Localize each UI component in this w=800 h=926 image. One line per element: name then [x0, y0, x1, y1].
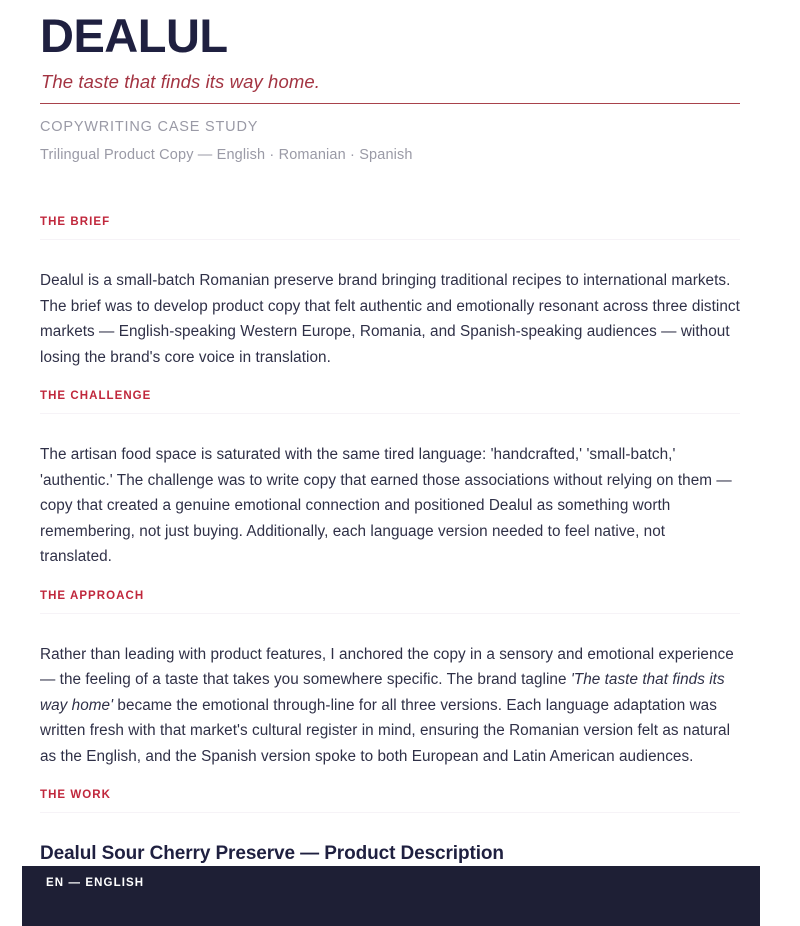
spacer: [40, 254, 740, 268]
case-study-kicker: COPYWRITING CASE STUDY: [40, 118, 259, 135]
section-brief: [40, 216, 740, 370]
language-tab-english[interactable]: [22, 866, 760, 926]
section-heading-brief: THE BRIEF: [40, 216, 111, 229]
section-body-brief: Dealul is a small-batch Romanian preserve brand bringing traditional recipes to international markets. The brief was to develop product copy that felt authentic and emotionally resonant across three distinct markets — English-speaking Western Europe, Romania, and Spanish-speaking audiences — without losing the brand's core voice in translation.: [40, 272, 740, 366]
spacer: [40, 428, 740, 442]
spacer: [40, 628, 740, 642]
brand-logo: DEALUL: [40, 9, 228, 62]
section-body-approach: [40, 642, 740, 770]
section-heading-challenge: THE CHALLENGE: [40, 390, 152, 403]
meta-block: [40, 117, 740, 167]
masthead: [0, 0, 800, 166]
section-divider-brief: [40, 239, 740, 240]
approach-tagline-emphasis: 'The taste that finds its way home': [40, 671, 725, 714]
section-heading-approach: THE APPROACH: [40, 589, 145, 602]
product-description-title: Dealul Sour Cherry Preserve — Product Description: [40, 843, 504, 865]
approach-text-tail: became the emotional through-line for all three versions. Each language adaptation was written fresh with that market's cultural register in mind, ensuring the Romanian version felt as natural as the English, and the Spanish version spoke to both European and Latin American audiences.: [40, 696, 731, 765]
section-divider-approach: [40, 613, 740, 614]
section-heading-work: THE WORK: [40, 789, 112, 802]
section-divider-work: [40, 812, 740, 813]
section-body-challenge: The artisan food space is saturated with the same tired language: 'handcrafted,' 'small-batch,' 'authentic.' The challenge was to write copy that earned those associations without relying on them — copy that created a genuine emotional connection and positioned Dealul as something worth remembering, not just buying. Additionally, each language version needed to feel native, not translated.: [40, 446, 732, 566]
case-study-subtitle: Trilingual Product Copy — English · Romanian · Spanish: [40, 146, 413, 163]
masthead-divider: [40, 103, 740, 104]
brand-tagline: The taste that finds its way home.: [41, 70, 320, 92]
spacer: [40, 827, 740, 841]
section-challenge: [40, 390, 740, 570]
language-tab-label: EN — ENGLISH: [46, 877, 145, 889]
content-area: [0, 216, 800, 865]
section-divider-challenge: [40, 413, 740, 414]
section-approach: [40, 590, 740, 770]
approach-text-lead: Rather than leading with product features, I anchored the copy in a sensory and emotional experience — the feeling of a taste that takes you somewhere specific. The brand tagline: [40, 645, 734, 689]
section-work: [40, 789, 740, 865]
